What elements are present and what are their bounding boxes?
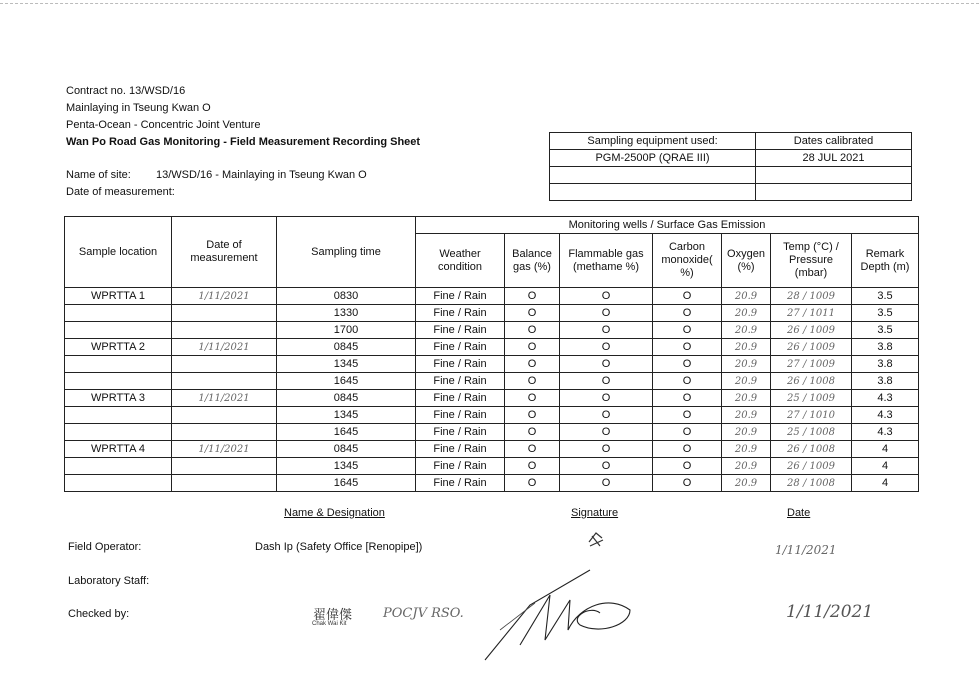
cell-location	[65, 373, 172, 390]
equipment-value: PGM-2500P (QRAE III)	[550, 150, 756, 167]
cell-time: 1345	[277, 407, 416, 424]
cell-date	[172, 424, 277, 441]
cell-location	[65, 458, 172, 475]
cell-temp-pressure: 27 / 1010	[771, 407, 852, 424]
cell-remark: 3.8	[852, 356, 919, 373]
cell-weather: Fine / Rain	[416, 305, 505, 322]
cell-flammable: O	[560, 407, 653, 424]
cell-balance: O	[505, 339, 560, 356]
cell-time: 0845	[277, 441, 416, 458]
equipment-table	[549, 132, 912, 201]
field-operator-label: Field Operator:	[68, 541, 142, 553]
cell-temp-pressure: 26 / 1009	[771, 322, 852, 339]
cell-date	[172, 475, 277, 492]
checker-signature	[480, 565, 640, 665]
cell-location	[65, 475, 172, 492]
cell-location	[65, 305, 172, 322]
cell-flammable: O	[560, 475, 653, 492]
cell-flammable: O	[560, 322, 653, 339]
field-operator-signature	[586, 530, 606, 550]
table-row	[65, 305, 919, 322]
cell-time: 0845	[277, 339, 416, 356]
cell-weather: Fine / Rain	[416, 475, 505, 492]
cell-balance: O	[505, 356, 560, 373]
col-sampling-time: Sampling time	[277, 217, 416, 288]
cell-oxygen: 20.9	[722, 339, 771, 356]
checker-chinese-name: 翟偉傑	[313, 607, 353, 622]
table-row	[65, 288, 919, 305]
sheet-title: Wan Po Road Gas Monitoring - Field Measurement Recording Sheet	[66, 136, 421, 148]
cell-weather: Fine / Rain	[416, 339, 505, 356]
scan-top-edge	[0, 3, 979, 6]
field-operator-date: 1/11/2021	[775, 543, 837, 557]
cell-date	[172, 322, 277, 339]
cell-location	[65, 322, 172, 339]
contract-number: Contract no. 13/WSD/16	[66, 85, 186, 97]
cell-carbon: O	[653, 458, 722, 475]
cell-weather: Fine / Rain	[416, 288, 505, 305]
cell-carbon: O	[653, 373, 722, 390]
cell-weather: Fine / Rain	[416, 390, 505, 407]
site-info	[66, 167, 367, 201]
cell-carbon: O	[653, 407, 722, 424]
cell-remark: 3.5	[852, 288, 919, 305]
cell-weather: Fine / Rain	[416, 424, 505, 441]
table-row	[65, 390, 919, 407]
cell-carbon: O	[653, 288, 722, 305]
cell-oxygen: 20.9	[722, 407, 771, 424]
document-header	[66, 83, 420, 151]
cell-flammable: O	[560, 305, 653, 322]
col-balance-gas: Balance gas (%)	[505, 234, 560, 288]
table-row	[65, 339, 919, 356]
cell-remark: 4	[852, 441, 919, 458]
table-row	[65, 373, 919, 390]
cell-remark: 3.5	[852, 305, 919, 322]
cell-balance: O	[505, 424, 560, 441]
cell-balance: O	[505, 288, 560, 305]
cell-balance: O	[505, 373, 560, 390]
cell-location: WPRTTA 1	[65, 288, 172, 305]
cell-balance: O	[505, 458, 560, 475]
equipment-header: Sampling equipment used:	[550, 133, 756, 150]
cell-flammable: O	[560, 339, 653, 356]
calibration-date: 28 JUL 2021	[756, 150, 912, 167]
cell-balance: O	[505, 475, 560, 492]
col-oxygen: Oxygen (%)	[722, 234, 771, 288]
cell-location	[65, 407, 172, 424]
cell-time: 1345	[277, 356, 416, 373]
cell-weather: Fine / Rain	[416, 458, 505, 475]
cell-time: 1645	[277, 475, 416, 492]
col-carbon-monoxide: Carbon monoxide( %)	[653, 234, 722, 288]
cell-temp-pressure: 27 / 1011	[771, 305, 852, 322]
cell-oxygen: 20.9	[722, 458, 771, 475]
cell-location: WPRTTA 3	[65, 390, 172, 407]
checked-by-label: Checked by:	[68, 608, 130, 620]
table-row	[65, 424, 919, 441]
cell-carbon: O	[653, 424, 722, 441]
cell-carbon: O	[653, 356, 722, 373]
cell-carbon: O	[653, 441, 722, 458]
table-row	[65, 458, 919, 475]
cell-temp-pressure: 27 / 1009	[771, 356, 852, 373]
cell-flammable: O	[560, 390, 653, 407]
checker-english-name: Chak Wai Kit	[312, 621, 347, 627]
cell-location	[65, 424, 172, 441]
cell-weather: Fine / Rain	[416, 441, 505, 458]
laboratory-staff-label: Laboratory Staff:	[68, 575, 150, 587]
col-temp-pressure: Temp (°C) / Pressure (mbar)	[771, 234, 852, 288]
cell-date	[172, 356, 277, 373]
joint-venture-name: Penta-Ocean - Concentric Joint Venture	[66, 119, 261, 131]
cell-time: 1345	[277, 458, 416, 475]
cell-time: 1645	[277, 373, 416, 390]
equipment-empty-cell	[550, 167, 756, 184]
cell-oxygen: 20.9	[722, 424, 771, 441]
cell-time: 0830	[277, 288, 416, 305]
cell-time: 1700	[277, 322, 416, 339]
cell-weather: Fine / Rain	[416, 373, 505, 390]
table-row	[65, 356, 919, 373]
cell-flammable: O	[560, 458, 653, 475]
cell-temp-pressure: 28 / 1009	[771, 288, 852, 305]
cell-temp-pressure: 28 / 1008	[771, 475, 852, 492]
field-operator-name: Dash Ip (Safety Office [Renopipe])	[255, 541, 423, 553]
cell-flammable: O	[560, 441, 653, 458]
cell-carbon: O	[653, 339, 722, 356]
cell-balance: O	[505, 305, 560, 322]
cell-flammable: O	[560, 288, 653, 305]
table-row	[65, 475, 919, 492]
cell-temp-pressure: 26 / 1008	[771, 441, 852, 458]
group-header: Monitoring wells / Surface Gas Emission	[416, 217, 919, 234]
cell-oxygen: 20.9	[722, 390, 771, 407]
table-row	[65, 441, 919, 458]
cell-remark: 4.3	[852, 424, 919, 441]
cell-time: 1645	[277, 424, 416, 441]
col-sample-location: Sample location	[65, 217, 172, 288]
cell-balance: O	[505, 390, 560, 407]
equipment-empty-cell	[756, 184, 912, 201]
cell-oxygen: 20.9	[722, 356, 771, 373]
cell-weather: Fine / Rain	[416, 356, 505, 373]
calibration-header: Dates calibrated	[756, 133, 912, 150]
project-name: Mainlaying in Tseung Kwan O	[66, 102, 211, 114]
table-row	[65, 322, 919, 339]
cell-location: WPRTTA 4	[65, 441, 172, 458]
cell-weather: Fine / Rain	[416, 322, 505, 339]
table-row	[65, 407, 919, 424]
col-flammable-gas: Flammable gas (methame %)	[560, 234, 653, 288]
cell-carbon: O	[653, 322, 722, 339]
cell-temp-pressure: 25 / 1008	[771, 424, 852, 441]
cell-balance: O	[505, 441, 560, 458]
date-of-measurement-label: Date of measurement:	[66, 186, 175, 198]
equipment-empty-cell	[550, 184, 756, 201]
site-name-label: Name of site:	[66, 169, 131, 181]
cell-location: WPRTTA 2	[65, 339, 172, 356]
cell-remark: 4.3	[852, 407, 919, 424]
cell-date: 1/11/2021	[172, 339, 277, 356]
cell-remark: 4.3	[852, 390, 919, 407]
cell-temp-pressure: 26 / 1009	[771, 458, 852, 475]
cell-oxygen: 20.9	[722, 305, 771, 322]
cell-oxygen: 20.9	[722, 322, 771, 339]
cell-balance: O	[505, 322, 560, 339]
cell-remark: 4	[852, 475, 919, 492]
cell-temp-pressure: 26 / 1008	[771, 373, 852, 390]
signature-header: Signature	[571, 507, 619, 519]
cell-remark: 4	[852, 458, 919, 475]
cell-oxygen: 20.9	[722, 288, 771, 305]
equipment-empty-cell	[756, 167, 912, 184]
cell-carbon: O	[653, 305, 722, 322]
cell-time: 1330	[277, 305, 416, 322]
checker-role: POCJV RSO.	[383, 606, 464, 621]
col-weather: Weather condition	[416, 234, 505, 288]
cell-date	[172, 407, 277, 424]
cell-balance: O	[505, 407, 560, 424]
col-date: Date of measurement	[172, 217, 277, 288]
cell-carbon: O	[653, 390, 722, 407]
cell-date	[172, 458, 277, 475]
cell-oxygen: 20.9	[722, 373, 771, 390]
cell-date	[172, 373, 277, 390]
cell-date: 1/11/2021	[172, 441, 277, 458]
cell-weather: Fine / Rain	[416, 407, 505, 424]
cell-remark: 3.5	[852, 322, 919, 339]
measurement-table	[64, 216, 919, 492]
cell-date: 1/11/2021	[172, 390, 277, 407]
cell-time: 0845	[277, 390, 416, 407]
cell-flammable: O	[560, 356, 653, 373]
cell-flammable: O	[560, 373, 653, 390]
cell-flammable: O	[560, 424, 653, 441]
checked-date: 1/11/2021	[786, 602, 874, 622]
cell-temp-pressure: 25 / 1009	[771, 390, 852, 407]
cell-date	[172, 305, 277, 322]
cell-location	[65, 356, 172, 373]
cell-remark: 3.8	[852, 373, 919, 390]
site-name-value: 13/WSD/16 - Mainlaying in Tseung Kwan O	[156, 169, 367, 181]
cell-temp-pressure: 26 / 1009	[771, 339, 852, 356]
date-header: Date	[787, 507, 811, 519]
col-remark-depth: Remark Depth (m)	[852, 234, 919, 288]
name-designation-header: Name & Designation	[284, 507, 385, 519]
cell-oxygen: 20.9	[722, 441, 771, 458]
cell-carbon: O	[653, 475, 722, 492]
cell-oxygen: 20.9	[722, 475, 771, 492]
cell-remark: 3.8	[852, 339, 919, 356]
cell-date: 1/11/2021	[172, 288, 277, 305]
